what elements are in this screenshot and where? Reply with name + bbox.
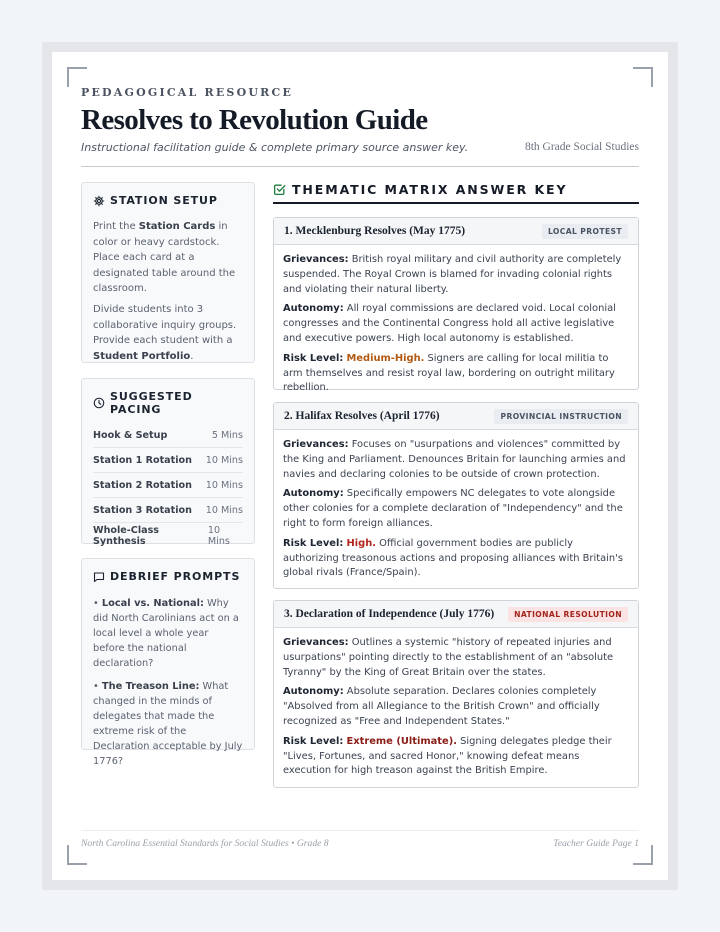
- risk-label: Risk Level:: [283, 735, 344, 747]
- autonomy-entry: [283, 487, 629, 531]
- resolve-title: 2. Halifax Resolves (April 1776): [284, 410, 440, 422]
- autonomy-entry: [283, 685, 629, 729]
- resolve-card-header: [274, 403, 638, 430]
- pacing-duration: 5 Mins: [211, 429, 243, 441]
- pacing-activity: Whole-Class Synthesis: [93, 524, 160, 547]
- resolve-badge: PROVINCIAL INSTRUCTION: [494, 409, 628, 424]
- footer-divider: [81, 830, 639, 831]
- pacing-row: [93, 448, 243, 473]
- pacing-row: [93, 523, 243, 548]
- footer-standards: North Carolina Essential Standards for Social Studies • Grade 8: [81, 838, 329, 849]
- pacing-duration: 10 Mins: [207, 524, 230, 547]
- resolve-card-declaration: [273, 600, 639, 788]
- risk-text: Official government bodies are publicly authorizing treasonous actions and proposing alliances with Britain's global rivals (France/Spain).: [283, 537, 623, 579]
- matrix-heading-text: THEMATIC MATRIX ANSWER KEY: [292, 182, 568, 197]
- risk-text: Signing delegates pledge their "Lives, Fortunes, and sacred Honor," knowing defeat means execution for high treason against the British Empire.: [283, 735, 612, 777]
- chat-bubble-icon: [93, 571, 105, 583]
- debrief-heading-text: DEBRIEF PROMPTS: [110, 570, 241, 583]
- resolve-badge: NATIONAL RESOLUTION: [508, 607, 628, 622]
- grievances-text: Focuses on "usurpations and violences" committed by the King and Parliament. Denounces Britain for launching armies and navies and declaring colonies to be outside of crown protection.: [283, 439, 626, 480]
- risk-label: Risk Level:: [283, 537, 344, 549]
- debrief-prompts-card: [81, 558, 255, 767]
- resolve-card-body: [274, 430, 638, 581]
- grade-label: 8th Grade Social Studies: [524, 141, 639, 153]
- risk-level-value: Medium-High.: [346, 352, 425, 364]
- gear-icon: [93, 195, 105, 207]
- risk-level-value: Extreme (Ultimate).: [346, 735, 457, 747]
- autonomy-label: Autonomy:: [283, 686, 344, 698]
- pacing-row: [93, 423, 243, 448]
- text-segment: Print the: [93, 221, 139, 232]
- pacing-heading-text: SUGGESTED PACING: [110, 390, 193, 416]
- text-segment: in color or heavy cardstock. Place each card at a designated table around the classroom.: [93, 221, 236, 295]
- pacing-activity: Station 1 Rotation: [93, 454, 192, 466]
- autonomy-text: Absolute separation. Declares colonies completely "Absolved from all Allegiance to the British Crown" and officially recognized as "Free and Independent States.": [283, 686, 600, 727]
- suggested-pacing-card: [81, 378, 255, 547]
- resolve-card-body: [274, 245, 638, 396]
- pacing-activity: Station 2 Rotation: [93, 479, 192, 491]
- grievances-label: Grievances:: [283, 254, 349, 265]
- footer-page-number: Teacher Guide Page 1: [553, 838, 639, 849]
- autonomy-text: All royal commissions are declared void. Local colonial congresses and the Continental Congress hold all active legislative and executive powers. High local autonomy is established.: [283, 303, 616, 344]
- eyebrow-label: PEDAGOGICAL RESOURCE: [81, 86, 294, 99]
- station-setup-heading-text: STATION SETUP: [110, 194, 218, 207]
- crop-mark-top-right: [633, 67, 653, 87]
- station-setup-heading: [93, 194, 243, 207]
- resolve-card-header: [274, 601, 638, 628]
- pacing-heading: [93, 390, 243, 416]
- station-cards-emphasis: Station Cards: [138, 221, 216, 232]
- resolve-card-halifax: [273, 402, 639, 589]
- station-setup-paragraph-2: [93, 302, 243, 364]
- grievances-label: Grievances:: [283, 439, 349, 450]
- crop-mark-top-left: [67, 67, 87, 87]
- risk-entry: [283, 735, 629, 779]
- debrief-prompt: • The Treason Line: What changed in the minds of delegates that made the extreme risk of the Declaration acceptable by July 1776?: [93, 681, 243, 767]
- header-divider: [81, 166, 639, 167]
- autonomy-entry: [283, 302, 629, 346]
- risk-entry: [283, 537, 629, 581]
- grievances-entry: [283, 438, 629, 482]
- risk-level-value: High.: [346, 537, 376, 549]
- pacing-activity: Hook & Setup: [93, 429, 168, 441]
- risk-label: Risk Level:: [283, 352, 344, 364]
- clock-icon: [93, 397, 105, 409]
- prompt-text: Why did North Carolinians act on a local level a whole year before the national declaration?: [93, 598, 239, 669]
- text-segment: .: [190, 350, 194, 362]
- resolve-card-header: [274, 218, 638, 245]
- station-setup-paragraph-1: [93, 219, 243, 297]
- page-title: Resolves to Revolution Guide: [81, 104, 428, 136]
- pacing-duration: 10 Mins: [205, 479, 243, 491]
- student-portfolio-emphasis: Student Portfolio: [93, 350, 191, 362]
- grievances-entry: [283, 253, 629, 297]
- pacing-duration: 10 Mins: [205, 504, 243, 516]
- checkbox-check-icon: [273, 183, 286, 196]
- autonomy-label: Autonomy:: [283, 488, 344, 500]
- pacing-list: [93, 423, 243, 548]
- prompt-label: Local vs. National:: [101, 598, 204, 609]
- resolve-title: 3. Declaration of Independence (July 1776): [284, 608, 495, 620]
- grievances-entry: [283, 636, 629, 680]
- debrief-prompt: • Local vs. National: Why did North Carolinians act on a local level a whole year before the national declaration?: [93, 598, 239, 669]
- risk-text: Signers are calling for local militia to arm themselves and resist royal law, bordering on outright military rebellion.: [283, 352, 615, 394]
- resolve-card-mecklenburg: [273, 217, 639, 394]
- resolve-title: 1. Mecklenburg Resolves (May 1775): [284, 225, 466, 237]
- prompt-label: The Treason Line:: [101, 681, 200, 692]
- risk-entry: [283, 352, 629, 396]
- grievances-text: British royal military and civil authority are completely suspended. The Royal Crown is blamed for invading colonial rights and violating their natural liberty.: [283, 254, 622, 295]
- pacing-activity: Station 3 Rotation: [93, 504, 192, 516]
- prompt-text: What changed in the minds of delegates that made the extreme risk of the Declaration acceptable by July 1776?: [93, 681, 243, 767]
- grievances-label: Grievances:: [283, 637, 349, 648]
- page-subtitle: Instructional facilitation guide & complete primary source answer key.: [81, 141, 469, 154]
- grievances-text: Outlines a systemic "history of repeated injuries and usurpations" pointing directly to the establishment of an "absolute Tyranny" by the King of Great Britain over the states.: [283, 637, 614, 678]
- autonomy-text: Specifically empowers NC delegates to vote alongside other colonies for a complete declaration of "Independency" and the right to form foreign alliances.: [283, 488, 623, 529]
- resolve-card-body: [274, 628, 638, 779]
- matrix-divider: [273, 202, 639, 204]
- pacing-row: [93, 473, 243, 498]
- text-segment: Divide students into 3 collaborative inquiry groups. Provide each student with a: [93, 303, 237, 347]
- matrix-heading: [273, 182, 567, 197]
- debrief-heading: [93, 570, 243, 583]
- debrief-list: [93, 596, 243, 769]
- pacing-duration: 10 Mins: [205, 454, 243, 466]
- resolve-badge: LOCAL PROTEST: [542, 224, 628, 239]
- pacing-row: [93, 498, 243, 523]
- autonomy-label: Autonomy:: [283, 303, 344, 315]
- station-setup-card: [81, 182, 255, 363]
